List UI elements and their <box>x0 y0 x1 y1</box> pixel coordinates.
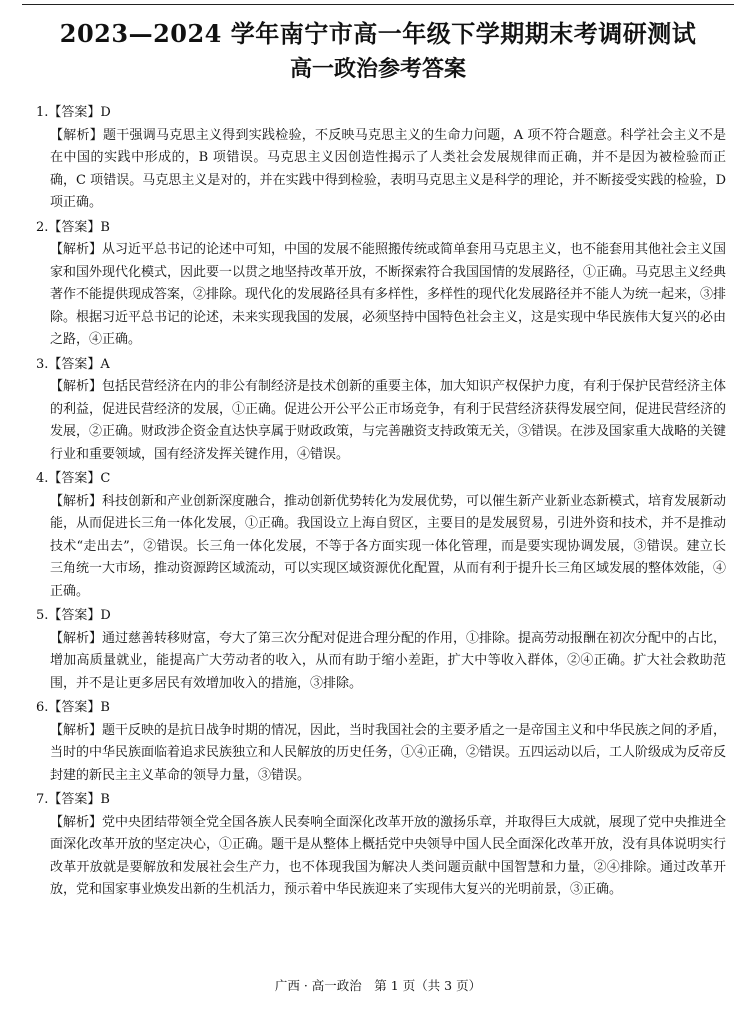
answer-line <box>36 217 726 240</box>
answer-line <box>36 468 726 491</box>
analysis-text: 【解析】通过慈善转移财富，夸大了第三次分配对促进合理分配的作用，①排除。提高劳动报酬在初次分配中的占比，增加高质量就业，能提高广大劳动者的收入，从而有助于缩小差距，扩大中等收入群体，②④正确。扩大社会救助范围，并不是让更多居民有效增加收入的措施，③排除。 <box>50 630 727 691</box>
analysis-text: 【解析】包括民营经济在内的非公有制经济是技术创新的重要主体，加大知识产权保护力度，有利于保护民营经济主体的利益，促进民营经济的发展，①正确。促进公开公平公正市场竞争，有利于民营经济获得发展空间，促进民营经济的发展，②正确。财政涉企资金直达快享属于财政政策，与完善融资支持政策无关，③错误。在涉及国家重大战略的关键行业和重要领域，国有经济发挥关键作用，④错误。 <box>50 379 727 462</box>
question-number: 4. <box>36 471 49 486</box>
analysis-text: 【解析】党中央团结带领全党全国各族人民奏响全面深化改革开放的激扬乐章，并取得巨大成就，展现了党中央推进全面深化改革开放的坚定决心，①正确。题干是从整体上概括党中央领导中国人民全面深化改革开放，没有具体说明实行改革开放就是要解放和发展社会生产力，也不体现我国为解决人类问题贡献中国智慧和力量，②④排除。通过改革开放，党和国家事业焕发出新的生机活力，预示着中华民族迎来了实现伟大复兴的光明前景，③正确。 <box>50 814 727 897</box>
question-number: 3. <box>36 356 49 372</box>
answer-line <box>36 697 726 720</box>
question-item-7 <box>36 789 726 902</box>
answer-text: 【答案】B <box>48 219 110 235</box>
page-subtitle: 高一政治参考答案 <box>289 57 466 82</box>
analysis-text: 【解析】从习近平总书记的论述中可知，中国的发展不能照搬传统或简单套用马克思主义，也不能套用其他社会主义国家和国外现代化模式，因此要一以贯之地坚持改革开放，不断探索符合我国国情的发展路径，①正确。马克思主义经典著作不能提供现成答案，②排除。现代化的发展路径具有多样性，多样性的现代化发展路径并不能人为统一起来，③排除。根据习近平总书记的论述，未来实现我国的发展，必须坚持中国特色社会主义，这是实现中华民族伟大复兴的必由之路，④正确。 <box>50 242 727 347</box>
question-item-6 <box>36 697 726 787</box>
answer-text: 【答案】C <box>48 471 111 486</box>
question-item-1 <box>36 102 726 215</box>
question-number: 5. <box>36 608 49 623</box>
answer-text: 【答案】A <box>48 356 110 372</box>
question-item-5 <box>36 605 726 695</box>
question-item-3 <box>36 354 726 467</box>
analysis-text: 【解析】科技创新和产业创新深度融合，推动创新优势转化为发展优势，可以催生新产业新业态新模式，培育发展新动能，从而促进长三角一体化发展，①正确。我国设立上海自贸区，主要目的是发展贸易，引进外资和技术，并不是推动技术“走出去”，②错误。长三角一体化发展，不等于各方面实现一体化管理，而是要实现协调发展，③错误。建立长三角统一大市场，推动资源跨区域流动，可以实现区域资源优化配置，从而有利于提升长三角区域发展的整体效能，④正确。 <box>50 493 727 599</box>
question-number: 6. <box>36 700 49 715</box>
analysis-text: 【解析】题干强调马克思主义得到实践检验，不反映马克思主义的生命力问题，A 项不符合题意。科学社会主义不是在中国的实践中形成的，B 项错误。马克思主义因创造性揭示了人类社会发展规律而正确，并不是因为被检验而正确，C 项错误。马克思主义是对的，并在实践中得到检验，表明马克思主义是科学的理论，并不断接受实践的检验，D 项正确。 <box>50 127 726 210</box>
answer-line <box>36 354 726 377</box>
answer-line <box>36 605 726 628</box>
answer-text: 【答案】D <box>48 608 111 623</box>
page-title: 2023—2024 学年南宁市高一年级下学期期末考调研测试 <box>59 19 697 48</box>
question-number: 1. <box>36 105 49 120</box>
question-item-4 <box>36 468 726 603</box>
question-item-2 <box>36 217 726 352</box>
question-number: 7. <box>36 792 49 807</box>
answer-text: 【答案】D <box>48 105 111 120</box>
analysis-text: 【解析】题干反映的是抗日战争时期的情况，因此，当时我国社会的主要矛盾之一是帝国主义和中华民族之间的矛盾，当时的中华民族面临着追求民族独立和人民解放的历史任务，①④正确，②错误。五四运动以后，工人阶级成为反帝反封建的新民主主义革命的领导力量，③错误。 <box>50 722 727 783</box>
answer-line <box>36 102 726 125</box>
page-footer: 广西 · 高一政治 第 1 页（共 3 页） <box>274 978 482 993</box>
answer-line <box>36 789 726 812</box>
answer-text: 【答案】B <box>48 792 110 807</box>
answer-list <box>36 102 726 904</box>
answer-text: 【答案】B <box>48 700 110 715</box>
top-rule <box>22 4 734 5</box>
question-number: 2. <box>36 219 49 235</box>
